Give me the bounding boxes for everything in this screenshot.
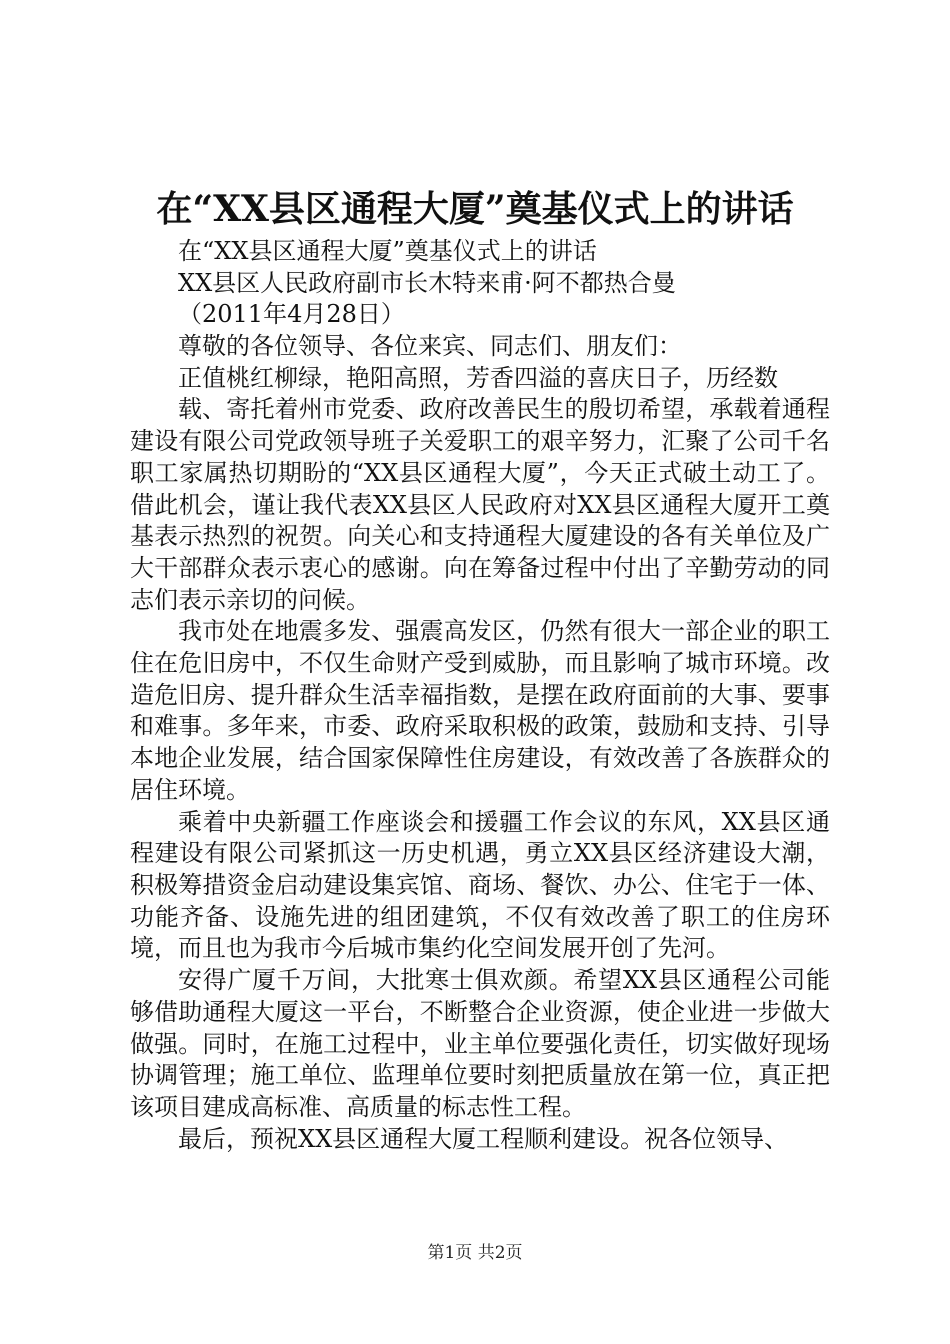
paragraph-2: 我市处在地震多发、强震高发区，仍然有很大一部企业的职工住在危旧房中，不仅生命财产受到威胁，而且影响了城市环境。改造危旧房、提升群众生活幸福指数，是摆在政府面前的大事、要事和难事。多年来，市委、政府采取积极的政策，鼓励和支持、引导本地企业发展，结合国家保障性住房建设，有效改善了各族群众的居住环境。 xyxy=(130,617,830,804)
paragraph-1: 载、寄托着州市党委、政府改善民生的殷切希望，承载着通程建设有限公司党政领导班子关爱职工的艰辛努力，汇聚了公司千名职工家属热切期盼的“XX县区通程大厦”，今天正式破土动工了。借此机会，谨让我代表XX县区人民政府对XX县区通程大厦开工奠基表示热烈的祝贺。向关心和支持通程大厦建设的各有关单位及广大干部群众表示衷心的感谢。向在筹备过程中付出了辛勤劳动的同志们表示亲切的问候。 xyxy=(130,395,830,614)
paragraph-4: 安得广厦千万间，大批寒士俱欢颜。希望XX县区通程公司能够借助通程大厦这一平台，不断整合企业资源，使企业进一步做大做强。同时，在施工过程中，业主单位要强化责任，切实做好现场协调管理；施工单位、监理单位要时刻把质量放在第一位，真正把该项目建成高标准、高质量的标志性工程。 xyxy=(130,966,830,1121)
date-line: （2011年4月28日） xyxy=(178,300,405,329)
document-body xyxy=(130,236,830,1155)
page-title: 在“XX县区通程大厦”奠基仪式上的讲话 xyxy=(156,188,794,230)
paragraph-3: 乘着中央新疆工作座谈会和援疆工作会议的东风，XX县区通程建设有限公司紧抓这一历史机遇，勇立XX县区经济建设大潮，积极筹措资金启动建设集宾馆、商场、餐饮、办公、住宅于一体、功能齐备、设施先进的组团建筑，不仅有效改善了职工的住房环境，而且也为我市今后城市集约化空间发展开创了先河。 xyxy=(130,807,830,963)
speaker-line: XX县区人民政府副市长木特来甫·阿不都热合曼 xyxy=(178,268,676,297)
intro-line: 正值桃红柳绿，艳阳高照，芳香四溢的喜庆日子，历经数 xyxy=(178,363,778,392)
paragraph-5: 最后，预祝XX县区通程大厦工程顺利建设。祝各位领导、 xyxy=(178,1124,789,1153)
page-footer: 第1页 共2页 xyxy=(427,1243,523,1263)
subtitle: 在“XX县区通程大厦”奠基仪式上的讲话 xyxy=(178,237,597,265)
greeting: 尊敬的各位领导、各位来宾、同志们、朋友们： xyxy=(178,332,682,361)
